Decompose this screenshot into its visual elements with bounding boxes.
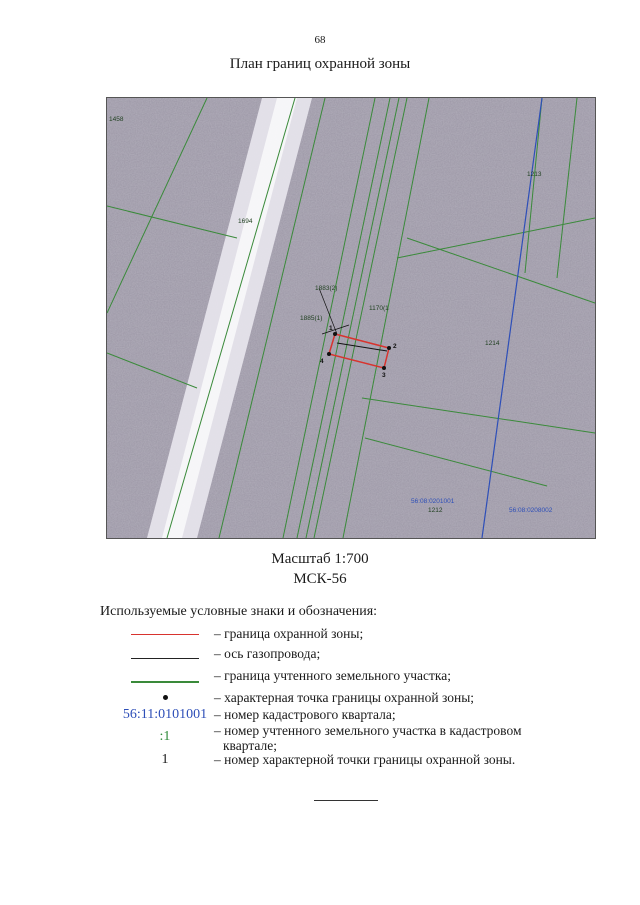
legend-item-zone-boundary (0, 624, 640, 644)
legend-symbol-number: 1 (161, 752, 169, 767)
legend-item-point-number (0, 750, 640, 770)
scale-text: Масштаб 1:700 (271, 551, 369, 567)
label-1883-2: 1883(2) (315, 285, 338, 292)
legend-text: – характерная точка границы охранной зоны; (214, 690, 475, 705)
label-quarter-0201001: 56:08:0201001 (411, 498, 455, 505)
footer-divider (314, 800, 378, 801)
zone-point-2 (387, 346, 391, 350)
label-1213: 1213 (527, 171, 542, 178)
label-1170-1: 1170(1 (369, 305, 389, 312)
legend-text: – ось газопровода; (214, 646, 321, 661)
zone-point-4 (327, 352, 331, 356)
legend-text: – номер учтенного земельного участка в кадастровом квартале; (214, 723, 522, 753)
scale-block (0, 549, 640, 589)
legend-symbol-black-line (100, 648, 230, 668)
point-number-4: 4 (320, 358, 324, 365)
legend-text: – номер кадастрового квартала; (214, 707, 396, 722)
label-quarter-0208002: 56:08:0208002 (509, 507, 553, 514)
legend-symbol-quarter: 56:11:0101001 (122, 707, 208, 722)
legend-title: Используемые условные знаки и обозначения: (100, 604, 378, 619)
map-canvas (107, 98, 595, 538)
zone-point-1 (333, 332, 337, 336)
legend-symbol-parcel: :1 (159, 729, 171, 744)
label-1214: 1214 (485, 340, 500, 347)
map-image[interactable] (106, 97, 596, 539)
legend-item-quarter-number (0, 705, 640, 725)
label-1212: 1212 (428, 507, 443, 514)
legend-item-parcel-boundary (0, 668, 640, 688)
crs-text: МСК-56 (293, 571, 347, 587)
plan-title: План границ охранной зоны (229, 56, 411, 72)
label-1694: 1694 (238, 218, 253, 225)
point-number-3: 3 (382, 372, 386, 379)
page-number: 68 (314, 34, 326, 46)
legend-symbol-red-line (100, 624, 230, 644)
legend-text: – граница учтенного земельного участка; (214, 668, 451, 683)
legend-text: – граница охранной зоны; (214, 626, 364, 641)
label-1458: 1458 (109, 116, 124, 123)
zone-point-3 (382, 366, 386, 370)
legend-symbol-green-line (100, 672, 230, 692)
point-number-2: 2 (393, 343, 397, 350)
legend-text: – номер характерной точки границы охранной зоны. (214, 752, 516, 767)
point-number-1: 1 (329, 325, 333, 332)
legend-item-gas-axis (0, 644, 640, 664)
label-1885-1: 1885(1) (300, 315, 323, 322)
